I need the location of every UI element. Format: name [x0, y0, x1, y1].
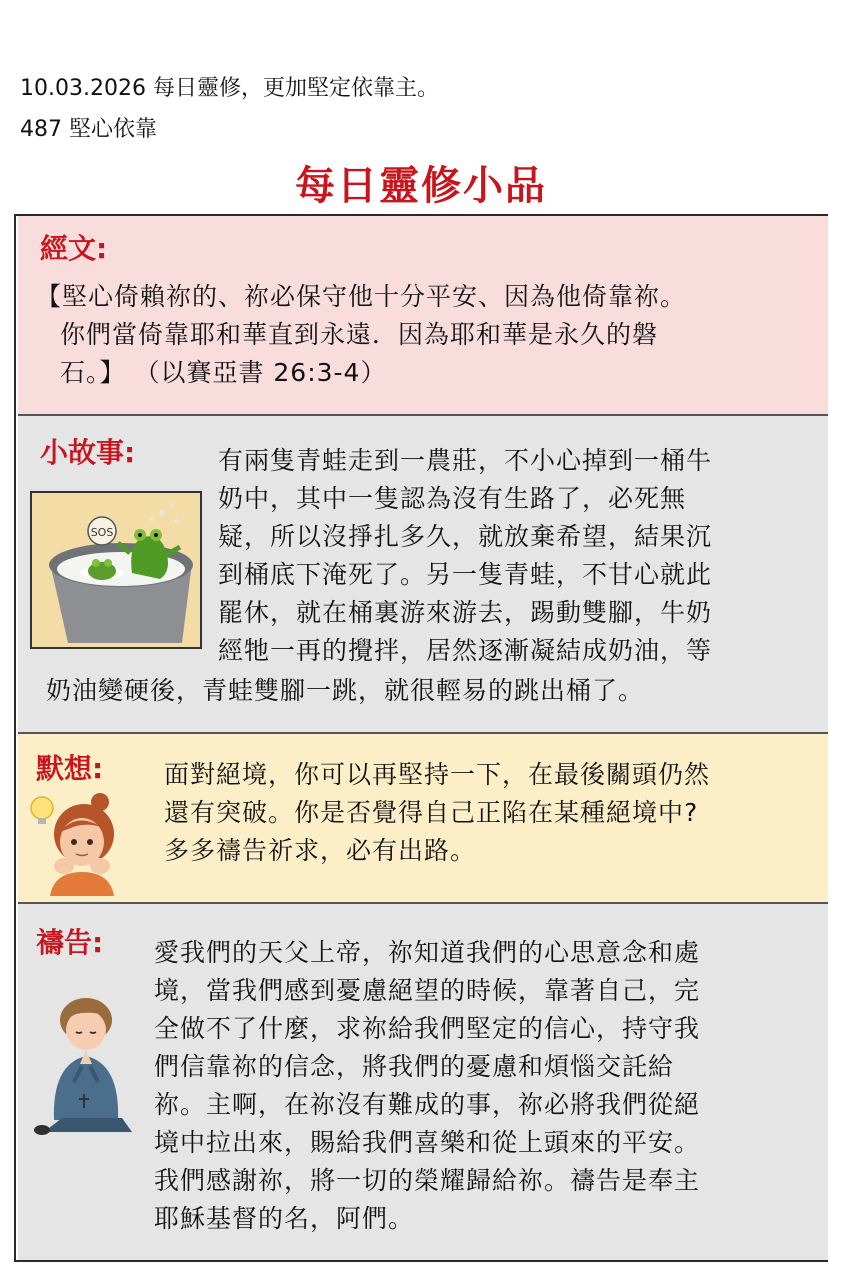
story-section	[18, 414, 828, 732]
page-title: 每日靈修小品	[295, 163, 547, 209]
story-line-3: 疑，所以沒掙扎多久，就放棄希望，結果沉	[218, 522, 713, 551]
story-line-5: 罷休，就在桶裏游來游去，踢動雙腳，牛奶	[218, 598, 713, 627]
story-line-6: 經牠一再的攪拌，居然逐漸凝結成奶油，等	[218, 636, 713, 665]
scripture-line-2: 你們當倚靠耶和華直到永遠．因為耶和華是永久的磐	[60, 320, 659, 349]
meditation-line-3: 多多禱告祈求，必有出路。	[164, 836, 477, 865]
scripture-line-3: 石。】 （以賽亞書 26:3-4）	[60, 358, 387, 387]
devotion-number-title: 487 堅心依靠	[20, 117, 157, 142]
prayer-line-5: 祢。主啊，在祢沒有難成的事，祢必將我們從絕	[154, 1090, 701, 1119]
prayer-line-3: 全做不了什麼，求祢給我們堅定的信心，持守我	[154, 1014, 701, 1043]
story-line-7: 奶油變硬後，青蛙雙腳一跳，就很輕易的跳出桶了。	[46, 676, 645, 705]
boy-praying-illustration	[24, 990, 142, 1140]
meditation-line-1: 面對絕境，你可以再堅持一下，在最後關頭仍然	[164, 760, 711, 789]
devotion-card	[14, 214, 828, 1262]
prayer-line-7: 我們感謝祢，將一切的榮耀歸給祢。禱告是奉主	[154, 1166, 701, 1195]
frogs-in-milk-bucket-illustration	[30, 491, 202, 649]
meditation-line-2: 還有突破。你是否覺得自己正陷在某種絕境中?	[164, 798, 699, 827]
sos-text: SOS	[90, 526, 114, 539]
scripture-label: 經文:	[40, 232, 108, 265]
girl-thinking-lightbulb-illustration	[28, 786, 120, 896]
prayer-label: 禱告:	[36, 926, 104, 959]
prayer-section	[18, 902, 828, 1260]
prayer-line-6: 境中拉出來，賜給我們喜樂和從上頭來的平安。	[154, 1128, 701, 1157]
meditation-label: 默想:	[36, 752, 104, 785]
date-line: 10.03.2026 每日靈修，更加堅定依靠主。	[20, 76, 439, 101]
scripture-line-1: 【堅心倚賴祢的、祢必保守他十分平安、因為他倚靠祢。	[36, 282, 687, 311]
story-line-1: 有兩隻青蛙走到一農莊，不小心掉到一桶牛	[218, 446, 713, 475]
prayer-line-2: 境，當我們感到憂慮絕望的時候，靠著自己，完	[154, 976, 701, 1005]
prayer-line-4: 們信靠祢的信念，將我們的憂慮和煩惱交託給	[154, 1052, 675, 1081]
story-line-4: 到桶底下淹死了。另一隻青蛙，不甘心就此	[218, 560, 713, 589]
scripture-section	[18, 216, 828, 414]
prayer-line-1: 愛我們的天父上帝，祢知道我們的心思意念和處	[154, 938, 701, 967]
story-line-2: 奶中，其中一隻認為沒有生路了，必死無	[218, 484, 687, 513]
story-label: 小故事:	[40, 436, 136, 469]
meditation-section	[18, 732, 828, 902]
prayer-line-8: 耶穌基督的名，阿們。	[154, 1204, 415, 1233]
